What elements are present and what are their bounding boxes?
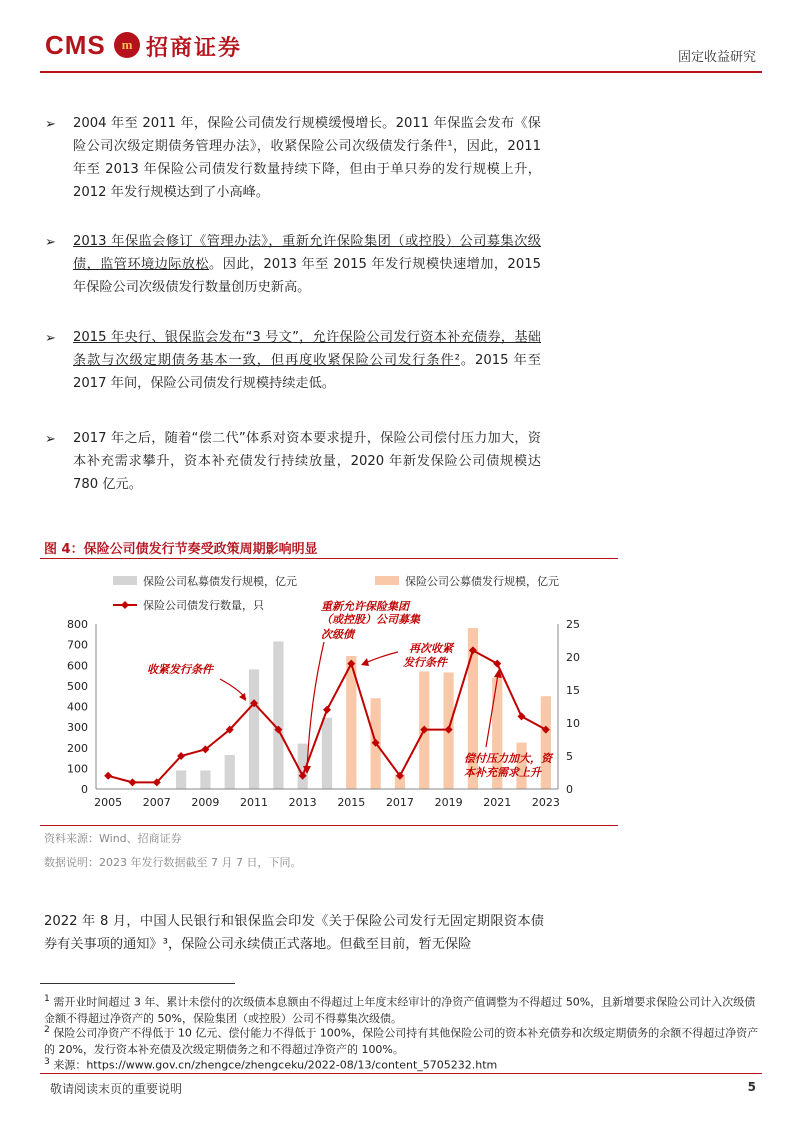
bullet-text-1: 2004 年至 2011 年，保险公司债发行规模缓慢增长。2011 年保监会发布《保险公司次级定期债务管理办法》，收紧保险公司次级债发行条件¹，因此，2011 年至 2013 年保险公司债发行数量持续下降，但由于单只券的发行规模上升，2012 年发行规模达到了小高峰。 (73, 116, 541, 200)
footnote-mark: 2 (44, 1024, 50, 1035)
plain-text: 。2015 年至 2017 年间，保险公司债发行规模持续走低。 (73, 353, 541, 391)
figure-title: 图 4：保险公司债发行节奏受政策周期影响明显 (44, 542, 318, 557)
underlined-text: 2013 年保监会修订《管理办法》，重新允许保险集团（或控股）公司募集次级债，监管环境边际放松 (73, 234, 541, 272)
legend-private-label: 保险公司私募债发行规模，亿元 (143, 575, 297, 588)
policy-cycle-chart (40, 562, 618, 824)
figure-top-rule (40, 558, 618, 559)
underlined-text: 2015 年央行、银保监会发布“3 号文”，允许保险公司发行资本补充债券，基础条款与次级定期债务基本一致，但再度收紧保险公司发行条件² (73, 330, 541, 368)
annotation-relax-2013-line2: （或控股）公司募集 (321, 613, 420, 626)
figure-source: 资料来源：Wind、招商证券 (44, 832, 182, 845)
legend-public-label: 保险公司公募债发行规模，亿元 (405, 575, 559, 588)
legend-private-swatch (113, 576, 137, 585)
footer-notice: 敬请阅读末页的重要说明 (50, 1082, 183, 1096)
right-axis-tick-label: 20 (566, 651, 580, 664)
header-divider (40, 71, 762, 73)
footnote-2 (44, 1022, 760, 1058)
count-point-2006 (128, 778, 136, 786)
logo-chinese: 招商证券 (146, 35, 243, 61)
footnote-mark: 3 (44, 1056, 50, 1067)
count-point-2014 (323, 706, 331, 714)
left-axis-tick-label: 500 (67, 679, 88, 693)
bar-public-2023 (541, 696, 551, 789)
bullet-marker: ➢ (45, 117, 56, 132)
page-number: 5 (747, 1080, 756, 1094)
x-axis-tick-label: 2017 (385, 796, 414, 809)
count-point-2022 (518, 712, 526, 720)
right-axis-tick-label: 5 (566, 750, 573, 763)
left-axis-tick-label: 200 (67, 741, 88, 755)
annotation-relax-2013-line1: 重新允许保险集团 (321, 600, 409, 613)
right-axis-tick-label: 0 (566, 783, 573, 796)
bar-private-2014 (322, 718, 332, 789)
footnote-text: 需开业时间超过 3 年、累计未偿付的次级债本息额由不得超过上年度末经审计的净资产值调整为不得超过 50%，且新增要求保险公司计入次级债金额不得超过净资产的 50%，保险集团（或控股）公司不得募集次级债。 (44, 995, 756, 1025)
legend-count-label: 保险公司债发行数量，只 (143, 599, 264, 612)
footer-divider (40, 1073, 762, 1074)
logo-icon: m (114, 32, 140, 58)
plain-text: 。因此，2013 年至 2015 年发行规模快速增加，2015 年保险公司次级债发行数量创历史新高。 (73, 257, 541, 295)
footnote-divider (40, 983, 235, 984)
x-axis-tick-label: 2019 (434, 796, 463, 809)
bar-private-2010 (225, 755, 235, 789)
bar-private-2008 (176, 770, 186, 789)
annotation-arrow (307, 642, 324, 770)
bar-private-2011 (249, 669, 259, 789)
logo-text: CMS (45, 30, 106, 60)
right-axis-tick-label: 25 (566, 618, 580, 631)
x-axis-tick-label: 2007 (142, 796, 171, 809)
bullet-text-2 (73, 230, 541, 299)
legend-public-swatch (375, 576, 399, 585)
annotation-retighten-2015-line1: 再次收紧 (409, 642, 453, 655)
left-axis-tick-label: 300 (67, 721, 88, 735)
figure-note: 数据说明：2023 年发行数据截至 7 月 7 日，下同。 (44, 856, 302, 869)
right-axis-tick-label: 10 (566, 717, 580, 730)
bullet-text-3 (73, 326, 541, 395)
x-axis-tick-label: 2023 (531, 796, 560, 809)
left-axis-tick-label: 700 (67, 638, 88, 652)
annotation-solvency-line2: 本补充需求上升 (464, 766, 541, 779)
x-axis-tick-label: 2011 (240, 796, 269, 809)
annotation-relax-2013-line3: 次级债 (321, 628, 354, 641)
x-axis-tick-label: 2013 (288, 796, 317, 809)
footnote-mark: 1 (44, 993, 50, 1004)
bullet-marker: ➢ (45, 432, 56, 447)
legend-count-marker (121, 601, 129, 609)
footnote-text: 保险公司净资产不得低于 10 亿元、偿付能力不得低于 100%，保险公司持有其他保险公司的资本补充债券和次级定期债务的余额不得超过净资产的 20%，发行资本补充债及次级定期债务之和不得超过净资产的 100%。 (44, 1026, 759, 1056)
footnote-3 (44, 1054, 760, 1074)
count-point-2021 (493, 660, 501, 668)
annotation-solvency-line1: 偿付压力加大，资 (464, 752, 552, 765)
left-axis-tick-label: 400 (67, 700, 88, 714)
annotation-tighten-2011: 收紧发行条件 (147, 663, 213, 676)
x-axis-tick-label: 2021 (483, 796, 512, 809)
left-axis-tick-label: 600 (67, 659, 88, 673)
count-point-2005 (104, 772, 112, 780)
bullet-text-4: 2017 年之后，随着“偿二代”体系对资本要求提升，保险公司偿付压力加大，资本补充需求攀升，资本补充债发行持续放量，2020 年新发保险公司债规模达 780 亿元。 (73, 431, 541, 492)
section-label: 固定收益研究 (677, 50, 756, 65)
left-axis-tick-label: 800 (67, 618, 88, 631)
x-axis-tick-label: 2005 (94, 796, 123, 809)
left-axis-tick-label: 0 (81, 783, 88, 796)
footnote-text: 来源：https://www.gov.cn/zhengce/zhengceku/2022-08/13/content_5705232.htm (53, 1058, 498, 1072)
body-paragraph: 2022 年 8 月，中国人民银行和银保监会印发《关于保险公司发行无固定期限资本债券有关事项的通知》³，保险公司永续债正式落地。但截至目前，暂无保险 (44, 914, 544, 952)
bullet-marker: ➢ (45, 235, 56, 250)
x-axis-tick-label: 2015 (337, 796, 366, 809)
x-axis-tick-label: 2009 (191, 796, 220, 809)
bar-private-2009 (200, 770, 210, 789)
annotation-arrowhead (361, 658, 369, 666)
figure-bottom-rule (40, 825, 618, 826)
left-axis-tick-label: 100 (67, 762, 88, 776)
annotation-retighten-2015-line2: 发行条件 (403, 656, 447, 669)
annotation-arrow (365, 652, 398, 663)
bar-private-2012 (273, 642, 283, 789)
right-axis-tick-label: 15 (566, 684, 580, 697)
bullet-marker: ➢ (45, 331, 56, 346)
